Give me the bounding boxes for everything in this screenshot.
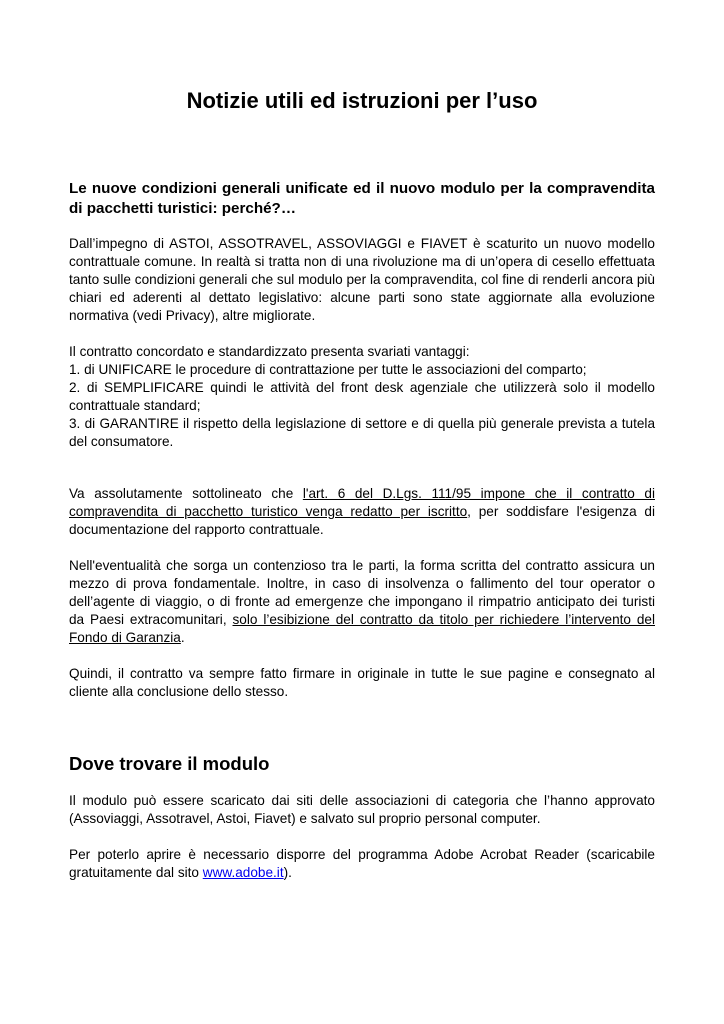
list-item: 3. di GARANTIRE il rispetto della legislazione di settore e di quella più generale prevista a tutela del consumatore.	[69, 416, 655, 449]
paragraph-signature: Quindi, il contratto va sempre fatto firmare in originale in tutte le sue pagine e consegnato al cliente alla conclusione dello stesso.	[69, 666, 655, 699]
text-segment: Per poterlo aprire è necessario disporre del programma Adobe Acrobat Reader (scaricabile gratuitamente dal sito	[69, 847, 655, 880]
list-item: 2. di SEMPLIFICARE quindi le attività del front desk agenziale che utilizzerà solo il modello contrattuale standard;	[69, 380, 655, 413]
section-heading-conditions: Le nuove condizioni generali unificate ed il nuovo modulo per la compravendita di pacchetti turistici: perché?…	[69, 180, 655, 217]
paragraph-intro: Dall’impegno di ASTOI, ASSOTRAVEL, ASSOVIAGGI e FIAVET è scaturito un nuovo modello contrattuale comune. In realtà si tratta non di una rivoluzione ma di un’opera di cesello effettuata tanto sulle condizioni generali che sul modulo per la compravendita, col fine di renderli ancora più chiari ed aderenti al dettato legislativo: alcune parti sono state aggiornate alla evoluzione normativa (vedi Privacy), altre migliorate.	[69, 236, 655, 323]
adobe-link[interactable]: www.adobe.it	[202, 865, 284, 880]
text-segment: ).	[283, 865, 292, 880]
text-segment: .	[180, 630, 185, 645]
section-heading-where: Dove trovare il modulo	[69, 753, 270, 774]
advantages-list	[69, 361, 655, 451]
paragraph-acrobat	[69, 846, 655, 882]
underlined-guarantee-fund: solo l’esibizione del contratto da titolo per richiedere l’intervento del Fondo di Garanzia	[69, 612, 655, 645]
paragraph-dispute	[69, 557, 655, 647]
paragraph-download: Il modulo può essere scaricato dai siti delle associazioni di categoria che l’hanno approvato (Assoviaggi, Assotravel, Astoi, Fiavet) e salvato sul proprio personal computer.	[69, 793, 655, 826]
page-title: Notizie utili ed istruzioni per l’uso	[186, 88, 538, 113]
text-segment: , per soddisfare l'esigenza di documentazione del rapporto contrattuale.	[69, 504, 655, 537]
underlined-law-reference: l'art. 6 del D.Lgs. 111/95 impone che il contratto di compravendita di pacchetto turistico venga redatto per iscritto	[69, 486, 655, 519]
paragraph-written-contract	[69, 485, 655, 539]
text-segment: Va assolutamente sottolineato che	[69, 486, 303, 501]
paragraph-advantages-intro: Il contratto concordato e standardizzato presenta svariati vantaggi:	[69, 344, 470, 359]
text-segment: Nell'eventualità che sorga un contenzioso tra le parti, la forma scritta del contratto assicura un mezzo di prova fondamentale. Inoltre, in caso di insolvenza o fallimento del tour operator o dell’agente di viaggio, o di fronte ad emergenze che impongano il rimpatrio anticipato dei turisti da Paesi extracomunitari,	[69, 558, 655, 627]
list-item: 1. di UNIFICARE le procedure di contrattazione per tutte le associazioni del comparto;	[69, 362, 587, 377]
